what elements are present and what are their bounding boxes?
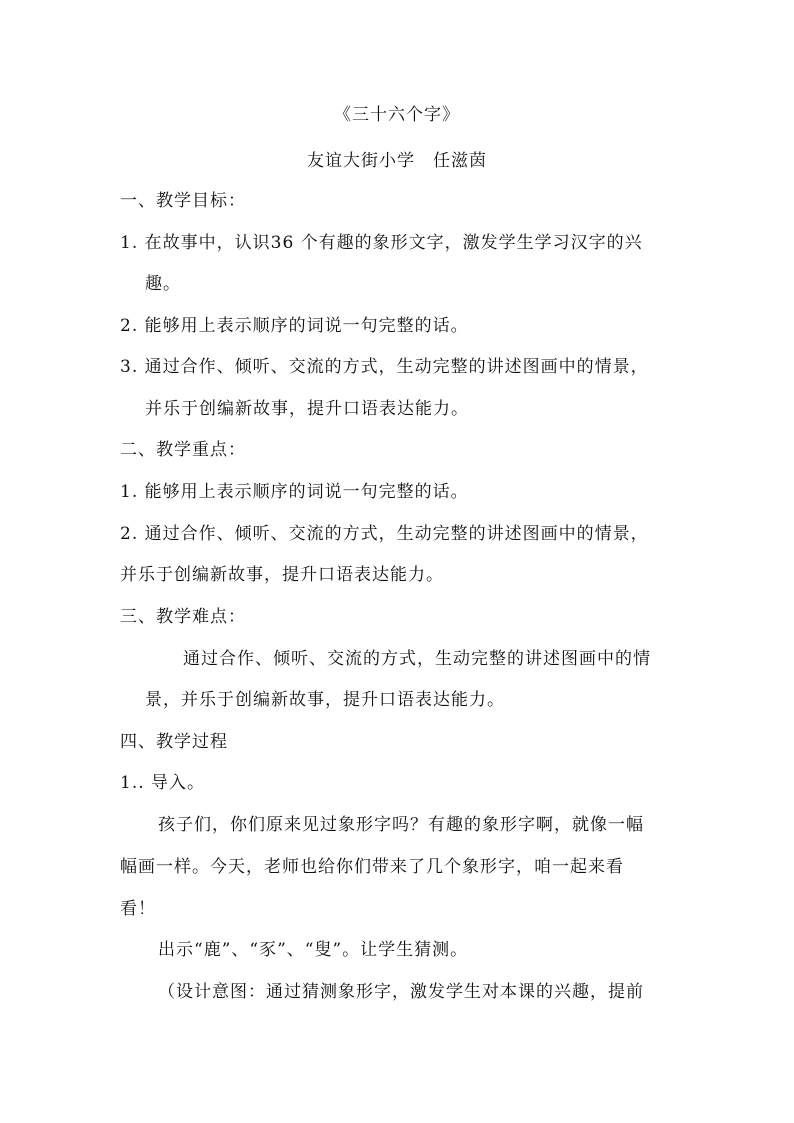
objective-3-line-2: 并乐于创编新故事，提升口语表达能力。: [145, 399, 469, 419]
process-paragraph-1-line-1: 孩子们，你们原来见过象形字吗？有趣的象形字啊，就像一幅: [158, 815, 644, 835]
difficulty-line-1: 通过合作、倾听、交流的方式，生动完整的讲述图画中的情: [183, 649, 651, 669]
process-paragraph-3: （设计意图：通过猜测象形字，激发学生对本课的兴趣，提前: [158, 982, 644, 1002]
process-paragraph-1-line-2: 幅画一样。今天，老师也给你们带来了几个象形字，咱一起来看: [120, 857, 624, 877]
objective-3-line-1: 3. 通过合作、倾听、交流的方式，生动完整的讲述图画中的情景，: [120, 357, 649, 377]
process-step-1: 1.. 导入。: [120, 773, 206, 793]
heading-difficulties: 三、教学难点：: [120, 607, 246, 627]
difficulty-line-2: 景，并乐于创编新故事，提升口语表达能力。: [145, 690, 505, 710]
heading-objectives: 一、教学目标：: [120, 191, 246, 211]
objective-1-line-1: 1. 在故事中，认识36 个有趣的象形文字，激发学生学习汉字的兴: [120, 233, 643, 253]
process-paragraph-1-line-3: 看！: [120, 899, 156, 919]
key-point-2-line-2: 并乐于创编新故事，提升口语表达能力。: [120, 565, 444, 585]
key-point-2-line-1: 2. 通过合作、倾听、交流的方式，生动完整的讲述图画中的情景，: [120, 524, 649, 544]
heading-process: 四、教学过程: [120, 732, 228, 752]
key-point-1: 1. 能够用上表示顺序的词说一句完整的话。: [120, 482, 469, 502]
heading-key-points: 二、教学重点：: [120, 440, 246, 460]
process-paragraph-2: 出示“鹿”、“豕”、“叟”。让学生猜测。: [158, 940, 469, 960]
author-line: 友谊大街小学 任滋茵: [307, 151, 487, 171]
document-title: 《三十六个字》: [334, 105, 460, 125]
objective-1-line-2: 趣。: [145, 274, 181, 294]
objective-2: 2. 能够用上表示顺序的词说一句完整的话。: [120, 316, 469, 336]
